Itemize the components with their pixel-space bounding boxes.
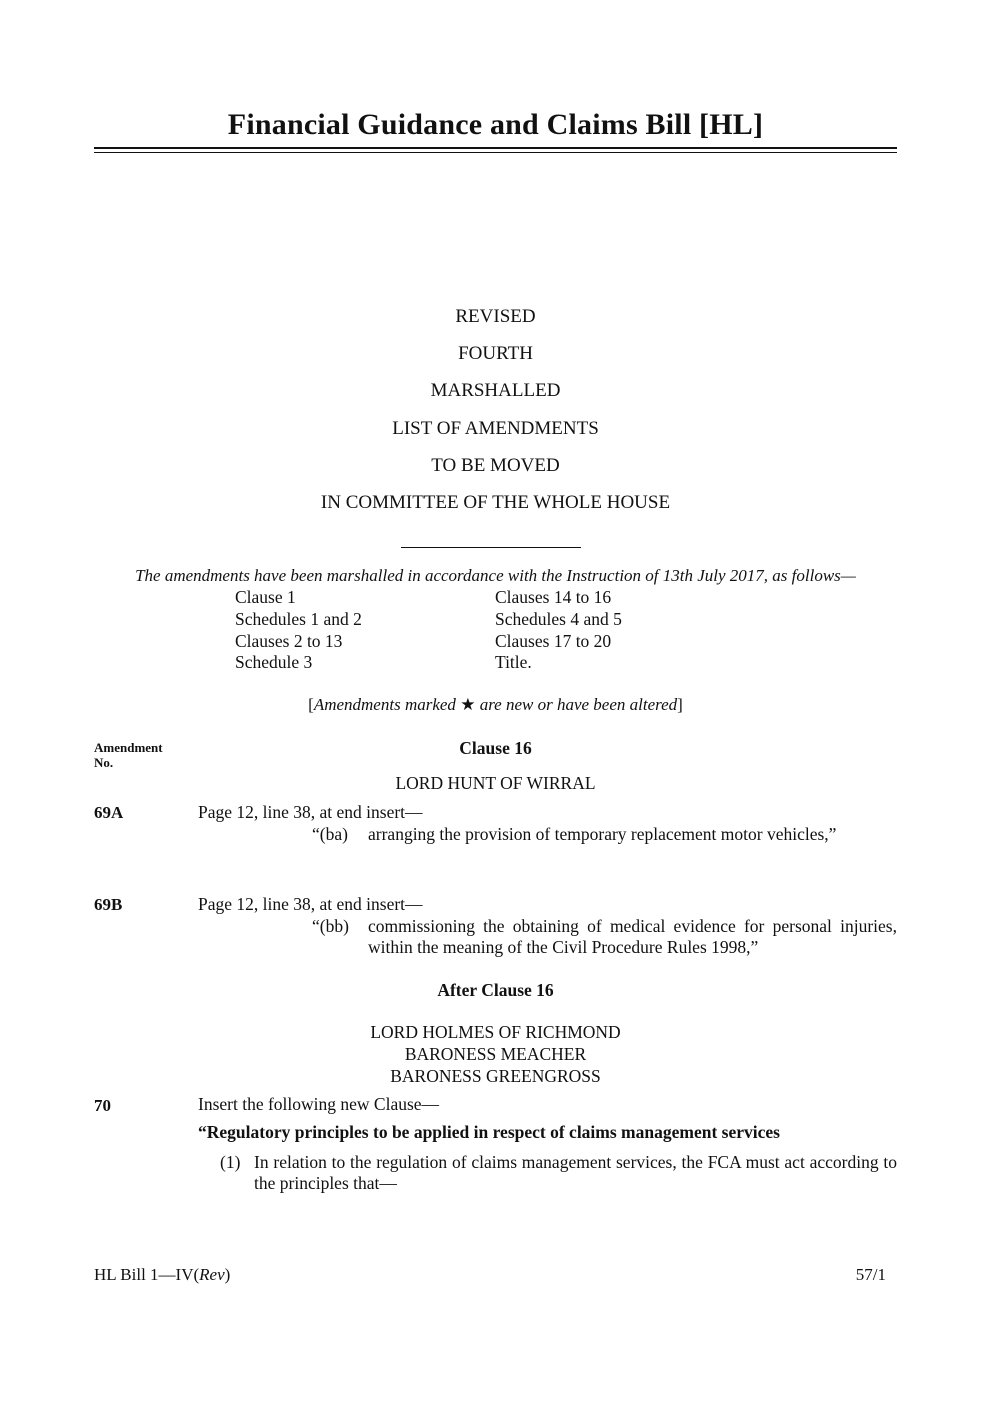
note-text-after: are new or have been altered: [475, 695, 678, 714]
inserted-paragraph: [312, 824, 897, 845]
paragraph-text: commissioning the obtaining of medical evidence for personal injuries, within the meaning of the Civil Procedure Rules 1998,”: [368, 916, 897, 957]
paragraph-text: arranging the provision of temporary replacement motor vehicles,”: [368, 824, 837, 844]
amendment-header-line1: Amendment: [94, 740, 163, 755]
paragraph-label: “(bb): [312, 916, 349, 936]
cover-line-moved: TO BE MOVED: [431, 455, 560, 476]
clause-heading: Clause 16: [459, 738, 532, 758]
amendment-instruction: Page 12, line 38, at end insert—: [198, 802, 423, 822]
amendment-instruction: Page 12, line 38, at end insert—: [198, 894, 423, 914]
cover-line-fourth: FOURTH: [458, 343, 533, 364]
amendment-number: 69B: [94, 895, 123, 914]
member-name: LORD HUNT OF WIRRAL: [395, 773, 596, 793]
note-open: [: [308, 695, 314, 714]
cover-line-marshalled: MARSHALLED: [430, 380, 561, 401]
inserted-paragraph: [312, 916, 897, 958]
note-close: ]: [677, 695, 683, 714]
subsection-label: (1): [220, 1152, 241, 1172]
order-left-2: Schedules 1 and 2: [235, 609, 362, 629]
title-rule-thick: [94, 147, 897, 149]
bill-reference: [94, 1265, 230, 1285]
clause-heading: After Clause 16: [437, 980, 554, 1000]
cover-line-list: LIST OF AMENDMENTS: [392, 418, 599, 439]
order-right-1: Clauses 14 to 16: [495, 587, 612, 607]
order-left-1: Clause 1: [235, 587, 296, 607]
document-title: Financial Guidance and Claims Bill [HL]: [227, 108, 764, 141]
paragraph-label: “(ba): [312, 824, 348, 844]
marshalling-intro: The amendments have been marshalled in accordance with the Instruction of 13th July 2017, as follows—: [135, 566, 856, 585]
star-icon: ★: [460, 695, 476, 714]
member-name: BARONESS MEACHER: [404, 1044, 587, 1064]
order-left-3: Clauses 2 to 13: [235, 631, 343, 651]
order-right-4: Title.: [495, 652, 532, 672]
subsection-text: In relation to the regulation of claims management services, the FCA must act according to the principles that—: [254, 1152, 897, 1193]
amendment-number: 70: [94, 1096, 111, 1115]
member-name: BARONESS GREENGROSS: [390, 1066, 601, 1086]
order-left-4: Schedule 3: [235, 652, 313, 672]
amendment-header-line2: No.: [94, 755, 114, 770]
bill-reference-close: ): [224, 1265, 231, 1284]
order-right-2: Schedules 4 and 5: [495, 609, 622, 629]
amendment-number: 69A: [94, 803, 124, 822]
title-rule-thin: [94, 152, 897, 153]
member-name: LORD HOLMES OF RICHMOND: [370, 1022, 621, 1042]
section-divider: [401, 547, 581, 548]
subsection: [220, 1152, 897, 1194]
new-clause-title: “Regulatory principles to be applied in respect of claims management services: [198, 1122, 780, 1142]
note-text-before: Amendments marked: [313, 695, 461, 714]
order-right-3: Clauses 17 to 20: [495, 631, 612, 651]
bill-reference-main: HL Bill 1—IV(: [94, 1265, 200, 1284]
page-number: 57/1: [855, 1265, 886, 1284]
amendment-instruction: Insert the following new Clause—: [198, 1094, 440, 1114]
amendment-note: [0, 695, 991, 715]
cover-line-committee: IN COMMITTEE OF THE WHOLE HOUSE: [320, 492, 671, 513]
bill-reference-rev: Rev: [199, 1265, 225, 1284]
cover-line-revised: REVISED: [455, 306, 536, 327]
